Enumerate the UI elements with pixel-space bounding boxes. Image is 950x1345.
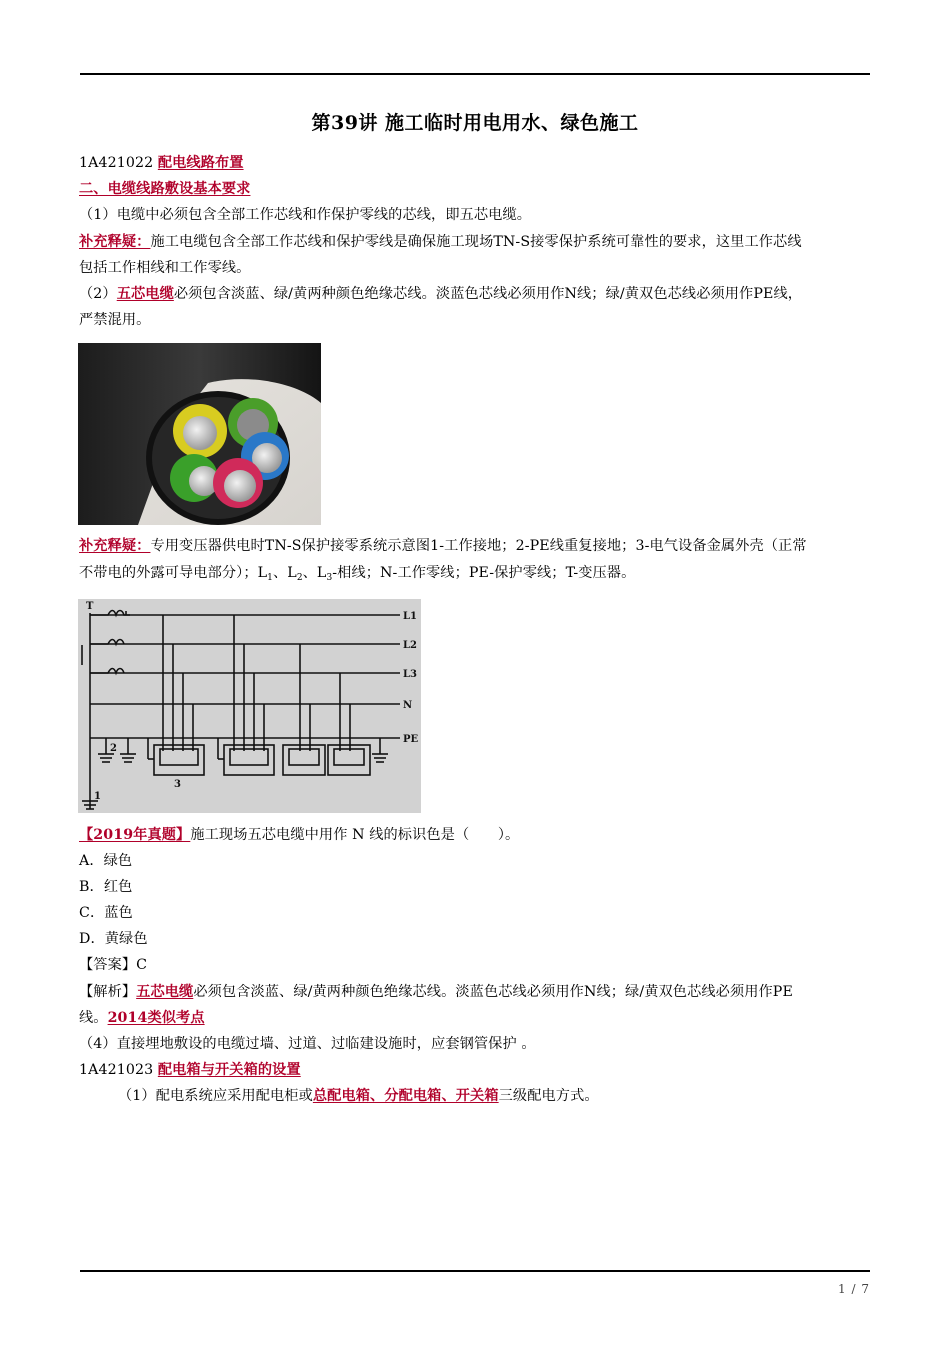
option-d: D．黄绿色 bbox=[79, 931, 148, 947]
paragraph-2-line2: 严禁混用。 bbox=[79, 312, 151, 328]
paragraph-5: （1）配电系统应采用配电柜或总配电箱、分配电箱、开关箱三级配电方式。 bbox=[118, 1088, 599, 1104]
label-l1: L1 bbox=[403, 611, 417, 622]
three-level-boxes: 总配电箱、分配电箱、开关箱 bbox=[312, 1088, 499, 1104]
label-3: 3 bbox=[174, 779, 181, 790]
section-code: 1A421023 bbox=[79, 1062, 158, 1078]
option-c: C．蓝色 bbox=[79, 905, 133, 921]
page-title: 第39讲 施工临时用电用水、绿色施工 bbox=[311, 112, 639, 134]
similar-topic-tag: 2014类似考点 bbox=[107, 1010, 205, 1026]
page-number: 1 / 7 bbox=[838, 1282, 870, 1296]
section-code: 1A421022 bbox=[79, 155, 158, 171]
label-pe: PE bbox=[403, 734, 419, 745]
label-l3: L3 bbox=[403, 669, 417, 680]
supplement-1-line2: 包括工作相线和工作零线。 bbox=[79, 260, 251, 276]
five-core-cable-term: 五芯电缆 bbox=[136, 984, 194, 1000]
supplement-label: 补充释疑： bbox=[79, 234, 151, 250]
paragraph-2-line1: （2）五芯电缆必须包含淡蓝、绿/黄两种颜色绝缘芯线。淡蓝色芯线必须用作N线；绿/黄双色芯线必须用作PE线， bbox=[79, 286, 803, 302]
option-b: B．红色 bbox=[79, 879, 133, 895]
supplement-label: 补充释疑： bbox=[79, 538, 151, 554]
cable-photo bbox=[78, 343, 321, 525]
section-title: 配电箱与开关箱的设置 bbox=[157, 1062, 301, 1078]
supplement-2-line2: 不带电的外露可导电部分）；$L_1$、$L_2$、$L_3-$相线；N-工作零线；PE-保护零线；T-变压器。 bbox=[79, 565, 636, 583]
analysis-line1: 【解析】五芯电缆必须包含淡蓝、绿/黄两种颜色绝缘芯线。淡蓝色芯线必须用作N线；绿/黄双色芯线必须用作PE bbox=[79, 984, 793, 1000]
label-2: 2 bbox=[110, 743, 117, 754]
subheading-text: 二、电缆线路敷设基本要求 bbox=[79, 181, 251, 197]
question-stem: 【2019年真题】施工现场五芯电缆中用作 N 线的标识色是（ ）。 bbox=[79, 827, 520, 843]
label-1: 1 bbox=[94, 791, 101, 802]
tn-s-diagram bbox=[78, 599, 421, 813]
supplement-1-line1: 补充释疑：施工电缆包含全部工作芯线和保护零线是确保施工现场TN-S接零保护系统可靠性的要求，这里工作芯线 bbox=[79, 234, 802, 250]
label-l2: L2 bbox=[403, 640, 417, 651]
label-t: T bbox=[86, 601, 94, 612]
subheading bbox=[79, 176, 872, 203]
paragraph-1: （1）电缆中必须包含全部工作芯线和作保护零线的芯线，即五芯电缆。 bbox=[79, 207, 532, 223]
five-core-cable-term: 五芯电缆 bbox=[116, 286, 174, 302]
analysis-line2: 线。2014类似考点 bbox=[79, 1010, 205, 1026]
paragraph-4: （4）直接埋地敷设的电缆过墙、过道、过临建设施时，应套钢管保护 。 bbox=[79, 1036, 536, 1052]
answer: 【答案】C bbox=[79, 957, 148, 973]
option-a: A．绿色 bbox=[79, 853, 133, 869]
header-rule bbox=[80, 73, 870, 75]
section-1A421022 bbox=[79, 150, 872, 177]
section-1A421023 bbox=[79, 1057, 872, 1084]
supplement-2-line1: 补充释疑：专用变压器供电时TN-S保护接零系统示意图1-工作接地；2-PE线重复接地；3-电气设备金属外壳（正常 bbox=[79, 538, 807, 554]
label-n: N bbox=[403, 700, 413, 711]
footer-rule bbox=[80, 1270, 870, 1272]
section-title: 配电线路布置 bbox=[157, 155, 244, 171]
question-tag: 【2019年真题】 bbox=[79, 827, 191, 843]
